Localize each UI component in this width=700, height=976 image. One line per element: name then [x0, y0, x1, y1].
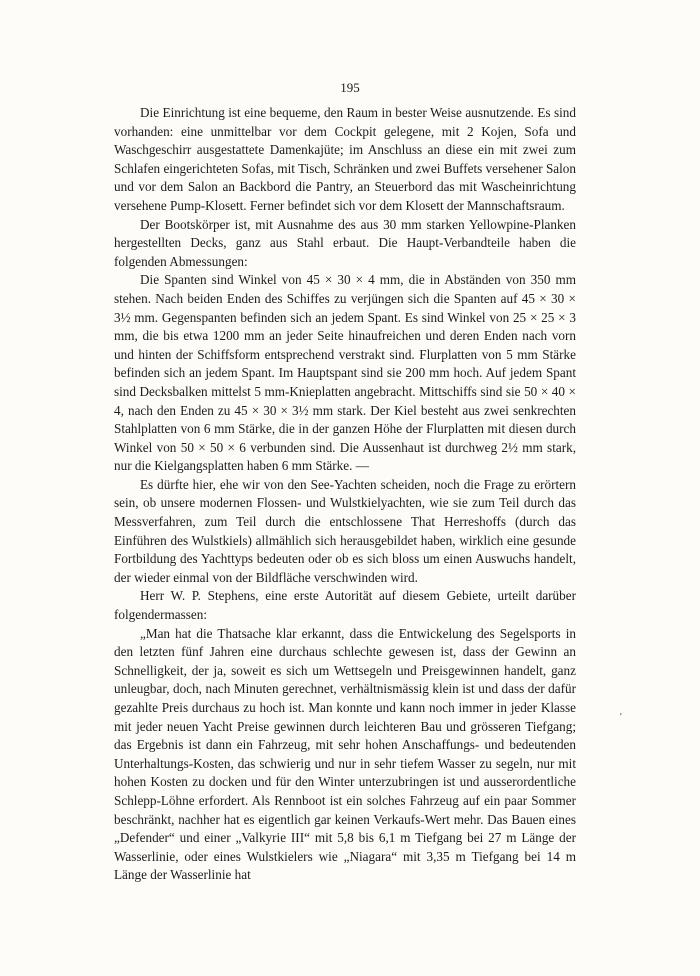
page-number: 195 [340, 80, 360, 95]
paragraph-stephens-intro: Herr W. P. Stephens, eine erste Autorität auf diesem Gebiete, urteilt darüber folgendermassen: [114, 588, 576, 623]
paragraph-interior-layout: Die Einrichtung ist eine bequeme, den Raum in bester Weise ausnutzende. Es sind vorhanden: eine unmittelbar vor dem Cockpit gelegene, mit 2 Kojen, Sofa und Waschgeschirr ausgestattete Damenkajüte; im Anschluss an diese ein mit zwei zum Schlafen eingerichteten Sofas, mit Tisch, Schränken und zwei Buffets versehener Salon und vor dem Salon an Backbord die Pantry, an Steuerbord das mit Wascheinrichtung versehene Pump-Klosett. Ferner befindet sich vor dem Klosett der Mannschaftsraum. [114, 105, 576, 213]
paragraph-fin-keel-question: Es dürfte hier, ehe wir von den See-Yachten scheiden, noch die Frage zu erörtern sein, ob unsere modernen Flossen- und Wulstkielyachten, wie sie zum Teil durch das Messverfahren, zum Teil durch die entschlossene That Herreshoffs (durch das Einführen des Wulstkiels) allmählich sich herausgebildet haben, wirklich eine gesunde Fortbildung des Yachttyps bedeuten oder ob es sich bloss um einen Auswuchs handelt, der wieder einmal von der Bildfläche verschwinden wird. [114, 476, 576, 585]
paragraph-hull-construction: Der Bootskörper ist, mit Ausnahme des aus 30 mm starken Yellowpine-Planken hergestellten Decks, ganz aus Stahl erbaut. Die Haupt-Verbandteile haben die folgenden Abmessungen: [114, 216, 576, 269]
paragraph-stephens-quote: „Man hat die Thatsache klar erkannt, dass die Entwickelung des Segelsports in den letzten fünf Jahren eine durchaus schlechte gewesen ist, dass der Gewinn an Schnelligkeit, der ja, soweit es sich um Wettsegeln und Preisgewinnen handelt, ganz unleugbar, doch, nach Minuten gerechnet, verhältnismässig klein ist und dass der dafür gezahlte Preis durchaus zu hoch ist. Man konnte und kann noch immer in jeder Klasse mit jeder neuen Yacht Preise gewinnen durch leichteren Bau und grösseren Tiefgang; das Ergebnis ist dann ein Fahrzeug, mit sehr hohen Anschaffungs- und bedeutenden Unterhaltungs-Kosten, das schwierig und nur in sehr tiefem Wasser zu segeln, nur mit hohen Kosten zu docken und für den Winter unterzubringen ist und ausserordentliche Schlepp-Löhne erfordert. Als Rennboot ist ein solches Fahrzeug auf ein paar Sommer beschränkt, nachher hat es eigentlich gar keinen Verkaufs-Wert mehr. Das Bauen eines „Defender“ und einer „Valkyrie III“ mit 5,8 bis 6,1 m Tiefgang bei 27 m Länge der Wasserlinie, oder eines Wulstkielers wie „Niagara“ mit 3,35 m Tiefgang bei 14 m Länge der Wasserlinie hat [114, 625, 576, 883]
margin-mark: ' [620, 712, 622, 723]
paragraph-frame-dimensions: Die Spanten sind Winkel von 45 × 30 × 4 mm, die in Abständen von 350 mm stehen. Nach beiden Enden des Schiffes zu verjüngen sich die Spanten auf 45 × 30 × 3½ mm. Gegenspanten befinden sich an jedem Spant. Es sind Winkel von 25 × 25 × 3 mm, die bis etwa 1200 mm an jeder Seite hinaufreichen und deren Enden nach vorn und hinten der Schiffsform entsprechend verstrakt sind. Flurplatten von 5 mm Stärke befinden sich an jedem Spant. Im Hauptspant sind sie 200 mm hoch. Auf jedem Spant sind Decksbalken mittelst 5 mm-Knieplatten angebracht. Mittschiffs sind sie 50 × 40 × 4, nach den Enden zu 45 × 30 × 3½ mm stark. Der Kiel besteht aus zwei senkrechten Stahlplatten von 6 mm Stärke, die in der ganzen Höhe der Flurplatten mit diesen durch Winkel von 50 × 50 × 6 verbunden sind. Die Aussenhaut ist durchweg 2½ mm stark, nur die Kielgangsplatten haben 6 mm Stärke. — [114, 272, 576, 474]
body-text [114, 104, 576, 885]
